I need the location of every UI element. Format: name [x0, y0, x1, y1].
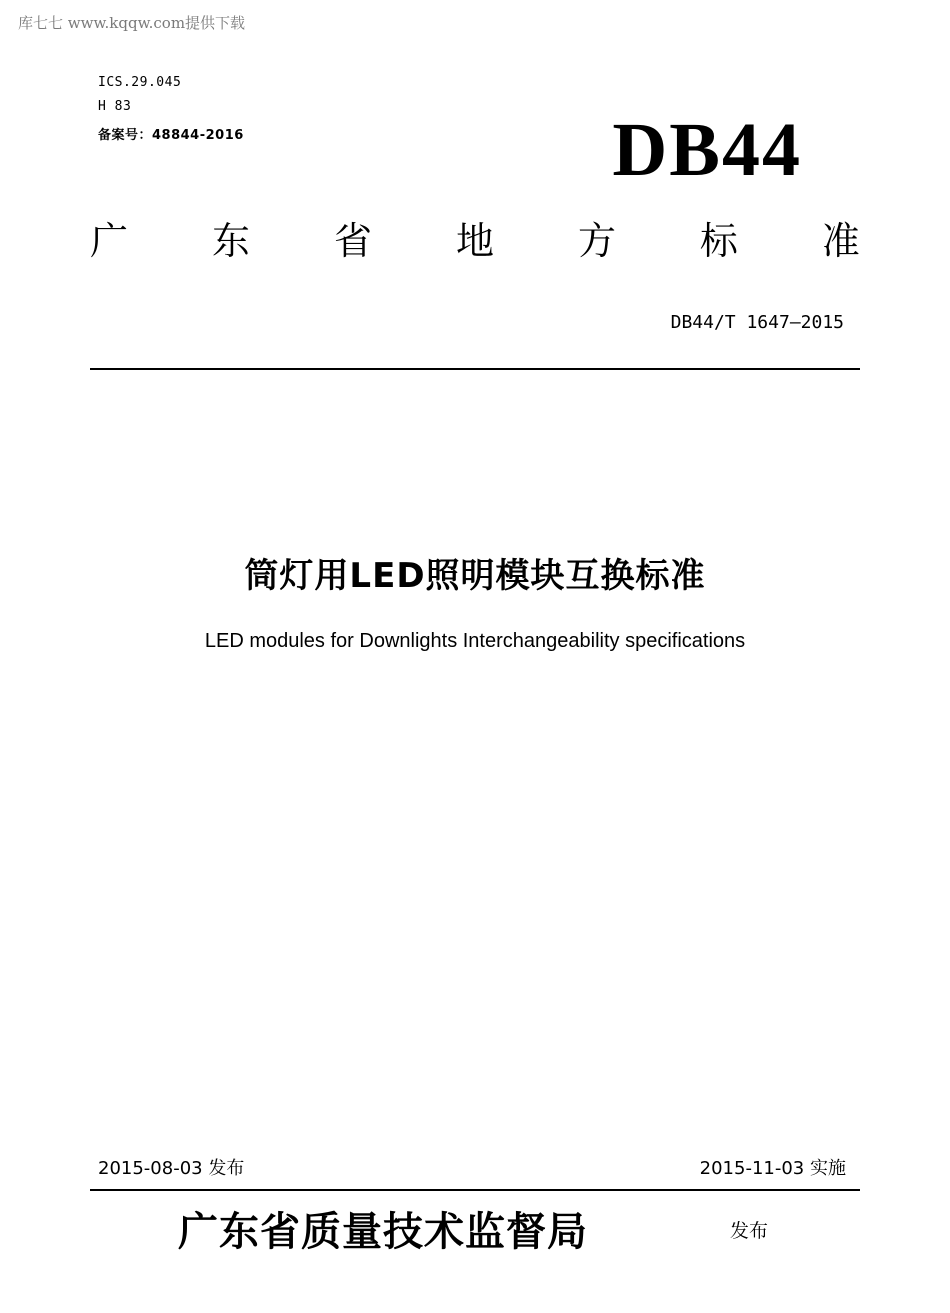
- header-divider: [90, 368, 860, 370]
- standard-type-char: 方: [577, 219, 616, 263]
- standard-type-char: 东: [211, 219, 250, 263]
- document-title-cn: 筒灯用LED照明模块互换标准: [244, 556, 706, 596]
- classification-code: H 83: [98, 99, 132, 114]
- standard-type-heading: [90, 219, 860, 263]
- implementation-date: 2015-11-03 实施: [699, 1158, 846, 1179]
- ics-code: ICS.29.045: [98, 75, 182, 90]
- issuing-authority: 广东省质量技术监督局: [178, 1208, 588, 1255]
- standard-type-char: 地: [455, 219, 494, 263]
- standard-number: DB44/T 1647—2015: [670, 312, 844, 333]
- standard-type-char: 广: [90, 219, 129, 263]
- footer-divider: [90, 1189, 860, 1191]
- publish-label: 发布: [730, 1220, 769, 1242]
- record-number: 备案号：48844-2016: [98, 128, 244, 143]
- standard-type-char: 省: [333, 219, 372, 263]
- standard-type-char: 准: [821, 219, 860, 263]
- document-title-en: LED modules for Downlights Interchangeability specifications: [204, 630, 746, 652]
- standard-type-char: 标: [699, 219, 738, 263]
- db-logo: DB44: [612, 108, 802, 192]
- watermark-text: 库七七 www.kqqw.com提供下载: [18, 14, 246, 32]
- issue-date: 2015-08-03 发布: [98, 1158, 245, 1179]
